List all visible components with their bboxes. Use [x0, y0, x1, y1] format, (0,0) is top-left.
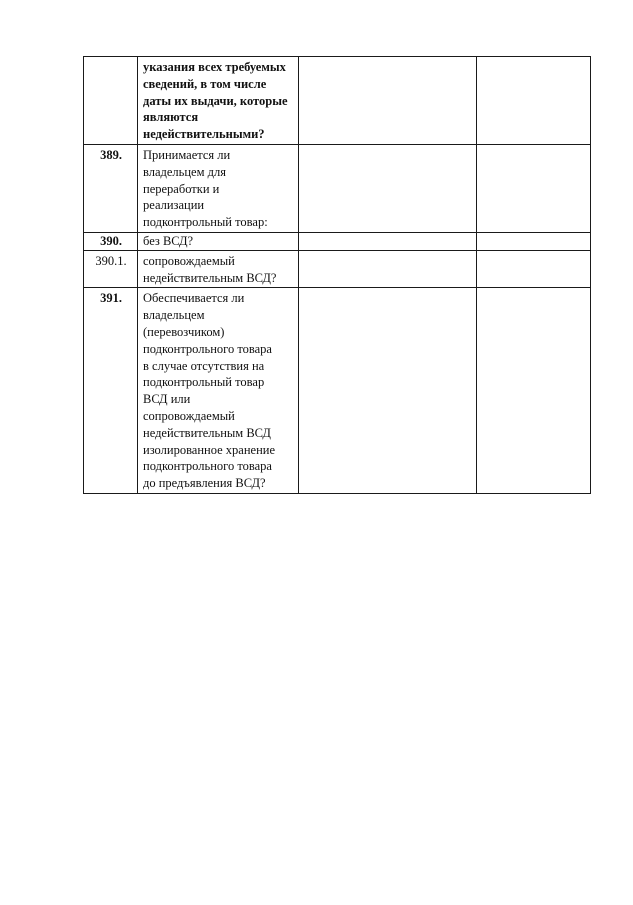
question-text — [138, 232, 299, 250]
row-number: 390. — [84, 232, 138, 250]
question-line: недействительным ВСД — [143, 425, 271, 440]
question-line: даты их выдачи, которые — [143, 93, 288, 108]
question-line: владельцем для — [143, 164, 226, 179]
empty-cell — [477, 288, 591, 494]
question-line: недействительным ВСД? — [143, 270, 277, 285]
question-line: сведений, в том числе — [143, 76, 267, 91]
empty-cell — [477, 232, 591, 250]
table-row — [84, 57, 591, 145]
question-line: реализации — [143, 198, 205, 213]
empty-cell — [299, 250, 477, 288]
question-text — [138, 57, 299, 145]
table-row — [84, 232, 591, 250]
question-line: переработки и — [143, 181, 220, 196]
question-text — [138, 288, 299, 494]
question-line: подконтрольный товар: — [143, 215, 268, 230]
empty-cell — [299, 57, 477, 145]
row-number: 391. — [84, 288, 138, 494]
question-line: указания всех требуемых — [143, 60, 286, 74]
checklist-table — [83, 56, 591, 494]
question-line: в случае отсутствия на — [143, 358, 265, 373]
question-line: ВСД или — [143, 392, 191, 407]
question-line: изолированное хранение — [143, 442, 276, 457]
empty-cell — [299, 232, 477, 250]
question-line: подконтрольного товара — [143, 459, 272, 474]
question-line: недействительными? — [143, 127, 265, 142]
question-line: владельцем — [143, 308, 205, 323]
empty-cell — [299, 288, 477, 494]
question-line: подконтрольный товар — [143, 375, 265, 390]
question-line: являются — [143, 110, 199, 125]
question-line: подконтрольного товара — [143, 341, 272, 356]
question-line: сопровождаемый — [143, 253, 235, 268]
question-text — [138, 250, 299, 288]
question-line: без ВСД? — [143, 233, 194, 248]
row-number: 390.1. — [84, 250, 138, 288]
row-number — [84, 57, 138, 145]
table-row — [84, 145, 591, 233]
empty-cell — [477, 145, 591, 233]
row-number: 389. — [84, 145, 138, 233]
question-line: (перевозчиком) — [143, 324, 225, 339]
table-row — [84, 288, 591, 494]
question-line: Принимается ли — [143, 148, 231, 162]
empty-cell — [299, 145, 477, 233]
question-line: Обеспечивается ли — [143, 291, 245, 306]
table-row — [84, 250, 591, 288]
question-line: сопровождаемый — [143, 408, 235, 423]
question-line: до предъявления ВСД? — [143, 476, 266, 491]
empty-cell — [477, 250, 591, 288]
empty-cell — [477, 57, 591, 145]
question-text — [138, 145, 299, 233]
